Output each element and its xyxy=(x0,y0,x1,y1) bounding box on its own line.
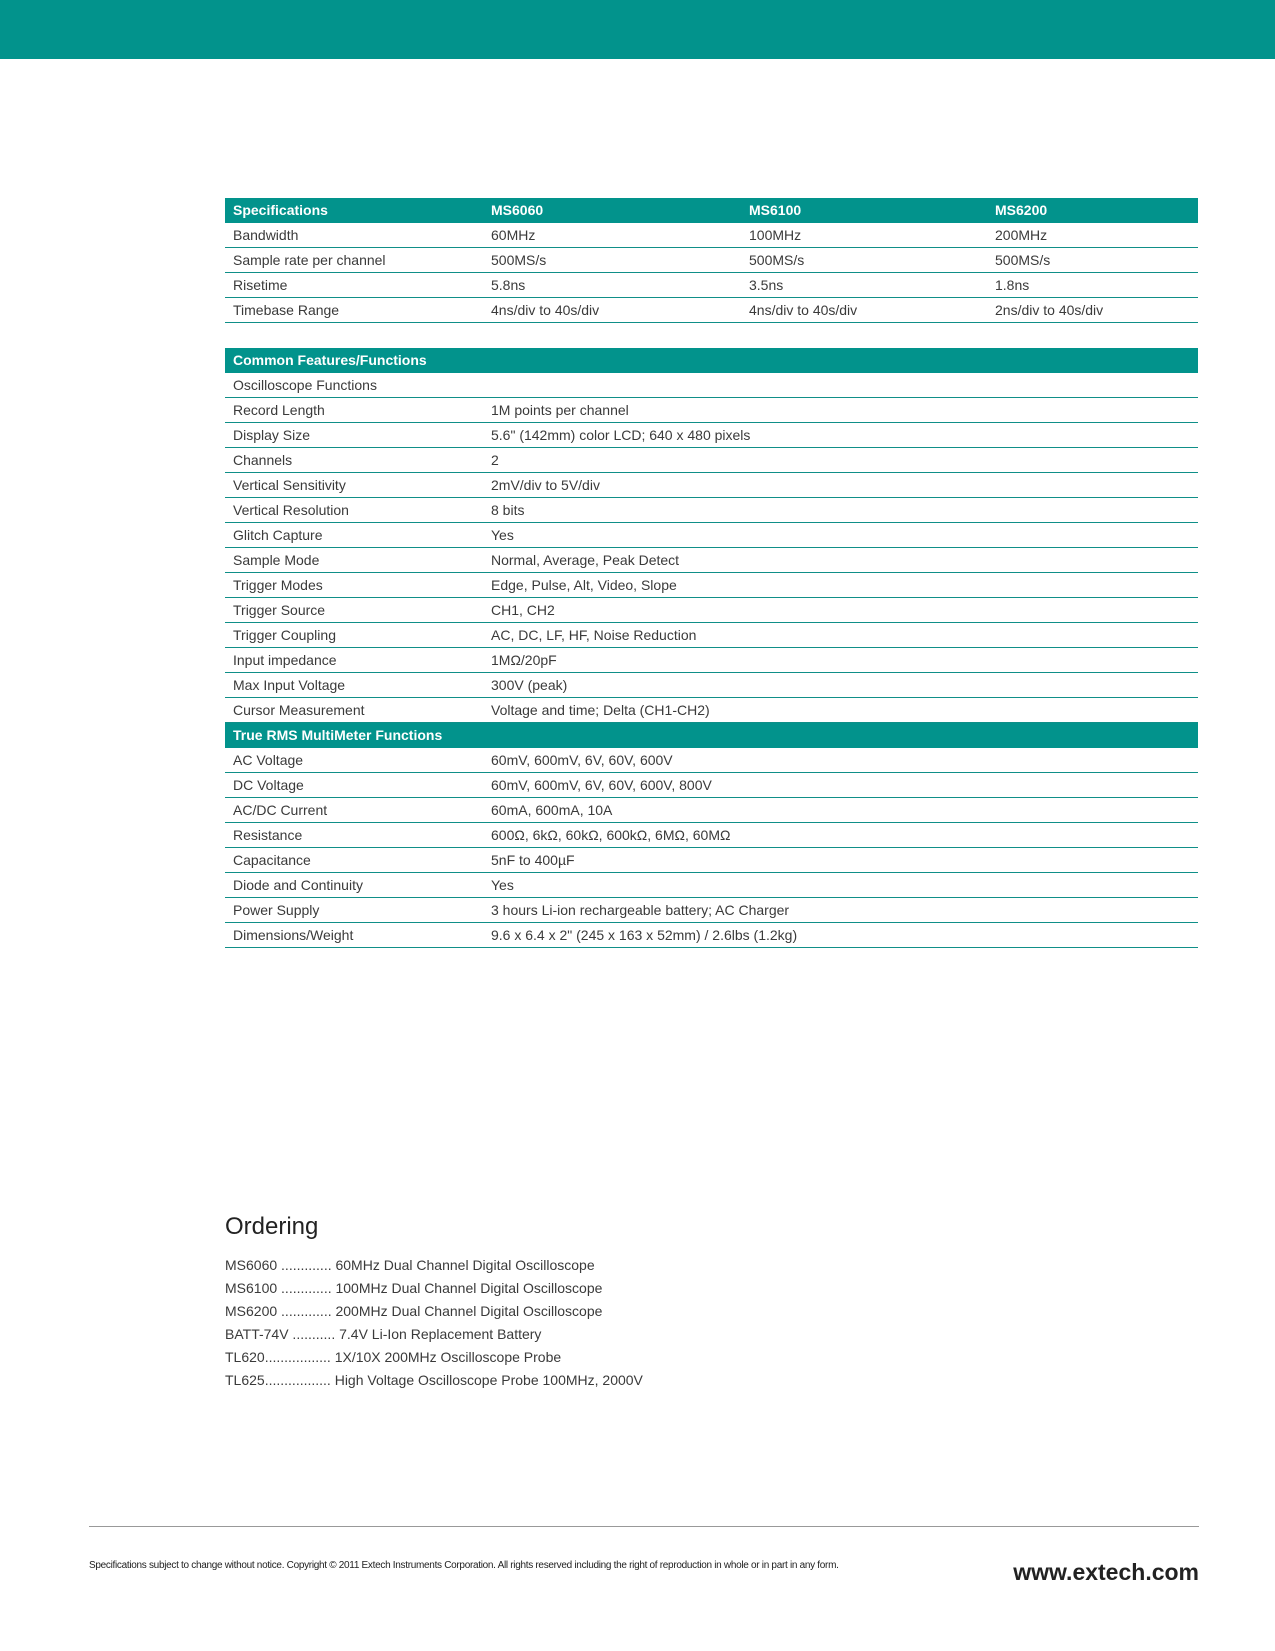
table-row xyxy=(225,823,1198,848)
row-value: Yes xyxy=(491,527,514,543)
row-label: Sample Mode xyxy=(233,552,320,568)
cell: 100MHz xyxy=(749,227,802,243)
row-label: Bandwidth xyxy=(233,227,299,243)
row-label: Trigger Modes xyxy=(233,577,323,593)
row-value: CH1, CH2 xyxy=(491,602,555,618)
section-title: True RMS MultiMeter Functions xyxy=(233,727,443,743)
table-row xyxy=(225,373,1198,398)
table-row xyxy=(225,473,1198,498)
row-value: 2mV/div to 5V/div xyxy=(491,477,600,493)
row-value: 300V (peak) xyxy=(491,677,568,693)
ordering-title: Ordering xyxy=(225,1213,319,1240)
row-label: DC Voltage xyxy=(233,777,304,793)
table-row xyxy=(225,923,1198,948)
header-cell: MS6200 xyxy=(995,202,1048,218)
row-label: Diode and Continuity xyxy=(233,877,363,893)
ordering-item: TL620................. 1X/10X 200MHz Oscilloscope Probe xyxy=(225,1349,562,1365)
common-features-header xyxy=(225,348,1198,373)
cell: 200MHz xyxy=(995,227,1048,243)
table-row xyxy=(225,773,1198,798)
table-row xyxy=(225,898,1198,923)
table-row xyxy=(225,248,1198,273)
row-value: 5nF to 400µF xyxy=(491,852,575,868)
row-label: Capacitance xyxy=(233,852,311,868)
ordering-item: TL625................. High Voltage Oscilloscope Probe 100MHz, 2000V xyxy=(225,1372,643,1388)
row-value: 1MΩ/20pF xyxy=(491,652,557,668)
table-row xyxy=(225,273,1198,298)
row-label: Cursor Measurement xyxy=(233,702,365,718)
row-value: Voltage and time; Delta (CH1-CH2) xyxy=(491,702,710,718)
table-row xyxy=(225,423,1198,448)
row-value: Edge, Pulse, Alt, Video, Slope xyxy=(491,577,677,593)
row-label: Channels xyxy=(233,452,293,468)
row-value: Yes xyxy=(491,877,514,893)
table-row xyxy=(225,223,1198,248)
cell: 4ns/div to 40s/div xyxy=(749,302,858,318)
table-row xyxy=(225,598,1198,623)
row-value: 5.6" (142mm) color LCD; 640 x 480 pixels xyxy=(491,427,751,443)
row-value: AC, DC, LF, HF, Noise Reduction xyxy=(491,627,697,643)
table-row xyxy=(225,523,1198,548)
row-label: AC Voltage xyxy=(233,752,304,768)
table-row xyxy=(225,298,1198,323)
row-label: Timebase Range xyxy=(233,302,340,318)
row-label: Sample rate per channel xyxy=(233,252,386,268)
ordering-item: MS6060 ............. 60MHz Dual Channel Digital Oscilloscope xyxy=(225,1257,595,1273)
row-label: Resistance xyxy=(233,827,303,843)
row-label: AC/DC Current xyxy=(233,802,328,818)
cell: 2ns/div to 40s/div xyxy=(995,302,1104,318)
footer-copyright: Specifications subject to change without notice. Copyright © 2011 Extech Instruments Corporation. All rights reserved including the right of reproduction in whole or in part in any form. xyxy=(89,1560,839,1571)
row-label: Glitch Capture xyxy=(233,527,323,543)
row-label: Record Length xyxy=(233,402,325,418)
table-row xyxy=(225,748,1198,773)
table-row xyxy=(225,873,1198,898)
cell: 500MS/s xyxy=(491,252,547,268)
row-label: Oscilloscope Functions xyxy=(233,377,377,393)
table-row xyxy=(225,848,1198,873)
footer-divider xyxy=(89,1526,1199,1527)
header-cell: MS6100 xyxy=(749,202,802,218)
row-label: Vertical Resolution xyxy=(233,502,349,518)
header-cell: MS6060 xyxy=(491,202,544,218)
row-value: 60mV, 600mV, 6V, 60V, 600V xyxy=(491,752,673,768)
table-row xyxy=(225,698,1198,723)
common-features-table xyxy=(225,348,1198,948)
row-value: 8 bits xyxy=(491,502,525,518)
row-value: 60mV, 600mV, 6V, 60V, 600V, 800V xyxy=(491,777,712,793)
table-row xyxy=(225,798,1198,823)
multimeter-header xyxy=(225,723,1198,748)
section-title: Common Features/Functions xyxy=(233,352,427,368)
row-label: Input impedance xyxy=(233,652,337,668)
specifications-table xyxy=(225,198,1198,323)
row-value: Normal, Average, Peak Detect xyxy=(491,552,680,568)
row-label: Max Input Voltage xyxy=(233,677,346,693)
ordering-item: MS6100 ............. 100MHz Dual Channel Digital Oscilloscope xyxy=(225,1280,603,1296)
table-row xyxy=(225,648,1198,673)
row-label: Dimensions/Weight xyxy=(233,927,354,943)
header-cell: Specifications xyxy=(233,202,328,218)
cell: 5.8ns xyxy=(491,277,526,293)
row-label: Risetime xyxy=(233,277,288,293)
specifications-header-row xyxy=(225,198,1198,223)
row-value: 3 hours Li-ion rechargeable battery; AC Charger xyxy=(491,902,790,918)
table-row xyxy=(225,573,1198,598)
cell: 500MS/s xyxy=(749,252,805,268)
table-row xyxy=(225,623,1198,648)
table-row xyxy=(225,448,1198,473)
ordering-list xyxy=(225,1254,643,1392)
row-label: Power Supply xyxy=(233,902,320,918)
cell: 4ns/div to 40s/div xyxy=(491,302,600,318)
row-value: 60mA, 600mA, 10A xyxy=(491,802,613,818)
footer-website-link[interactable]: www.extech.com xyxy=(1013,1559,1199,1585)
row-value: 2 xyxy=(491,452,499,468)
table-row xyxy=(225,498,1198,523)
table-row xyxy=(225,673,1198,698)
row-label: Vertical Sensitivity xyxy=(233,477,346,493)
cell: 1.8ns xyxy=(995,277,1030,293)
cell: 500MS/s xyxy=(995,252,1051,268)
ordering-item: MS6200 ............. 200MHz Dual Channel Digital Oscilloscope xyxy=(225,1303,603,1319)
row-label: Trigger Coupling xyxy=(233,627,336,643)
row-label: Trigger Source xyxy=(233,602,326,618)
table-row xyxy=(225,548,1198,573)
header-band xyxy=(0,0,1275,59)
row-value: 1M points per channel xyxy=(491,402,629,418)
cell: 3.5ns xyxy=(749,277,784,293)
row-label: Display Size xyxy=(233,427,311,443)
ordering-item: BATT-74V ........... 7.4V Li-Ion Replacement Battery xyxy=(225,1326,542,1342)
cell: 60MHz xyxy=(491,227,536,243)
row-value: 9.6 x 6.4 x 2" (245 x 163 x 52mm) / 2.6lbs (1.2kg) xyxy=(491,927,798,943)
table-row xyxy=(225,398,1198,423)
row-value: 600Ω, 6kΩ, 60kΩ, 600kΩ, 6MΩ, 60MΩ xyxy=(491,827,731,843)
